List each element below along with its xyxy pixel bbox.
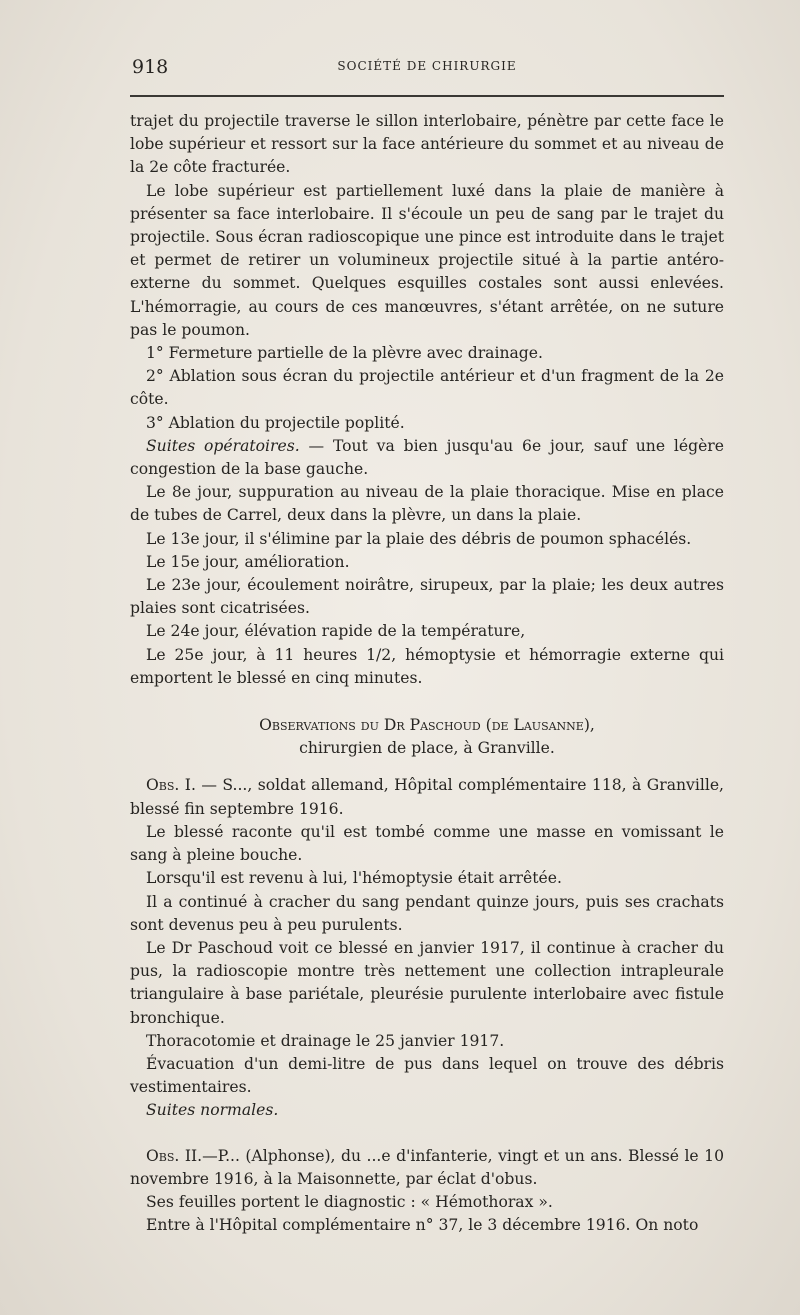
paragraph: Le 15e jour, amélioration. (146, 552, 350, 571)
paragraph: Le 8e jour, suppuration au niveau de la plaie thoracique. Mise en place de tubes de Carrel, deux dans la plèvre, un dans la plaie. (130, 483, 724, 525)
paragraph: Le 13e jour, il s'élimine par la plaie des débris de poumon sphacélés. (146, 529, 692, 548)
obs-text: — S..., soldat allemand, Hôpital complémentaire 118, à Granville, blessé fin septembre 1916. (130, 776, 725, 818)
paragraph: Le Dr Paschoud voit ce blessé en janvier 1917, il continue à cracher du pus, la radioscopie montre très nettement une collection intrapleurale triangulaire à base pariétale, pleurésie purulente interlobaire avec fistule bronchique. (130, 938, 724, 1027)
paragraph: Suites normales. (146, 1101, 279, 1120)
header-rule (130, 95, 724, 97)
list-item: 1° Fermeture partielle de la plèvre avec drainage. (146, 344, 543, 363)
running-title: SOCIÉTÉ DE CHIRURGIE (337, 59, 517, 73)
paragraph: Entre à l'Hôpital complémentaire n° 37, le 3 décembre 1916. On noto (146, 1216, 699, 1235)
obs-label: Obs. I. (146, 776, 196, 795)
list-item: 3° Ablation du projectile poplité. (146, 413, 405, 432)
suites-text: — Tout va bien jusqu'au 6e jour, sauf une légère congestion de la base gauche. (130, 436, 724, 479)
heading-line: chirurgien de place, à Granville. (299, 739, 555, 758)
page-header (130, 56, 724, 82)
section-heading (130, 714, 724, 760)
paragraph: Le blessé raconte qu'il est tombé comme une masse en vomissant le sang à pleine bouche. (130, 822, 724, 865)
paragraph: Lorsqu'il est revenu à lui, l'hémoptysie était arrêtée. (146, 869, 562, 888)
obs-text: —P... (Alphonse), du ...e d'infanterie, vingt et un ans. Blessé le 10 novembre 1916, à la Maisonnette, par éclat d'obus. (130, 1146, 724, 1188)
paragraph (130, 1145, 724, 1191)
paragraph: Évacuation d'un demi-litre de pus dans lequel on trouve des débris vestimentaires. (130, 1054, 724, 1097)
heading-line: Observations du Dr Paschoud (de Lausanne), (259, 716, 595, 735)
list-item: 2° Ablation sous écran du projectile antérieur et d'un fragment de la 2e côte. (130, 367, 724, 409)
page-number: 918 (132, 56, 169, 78)
body-text (130, 110, 724, 1237)
paragraph: Il a continué à cracher du sang pendant quinze jours, puis ses crachats sont devenus peu à peu purulents. (130, 892, 724, 934)
obs-label: Obs. II. (146, 1146, 203, 1165)
paragraph: Le 25e jour, à 11 heures 1/2, hémoptysie et hémorragie externe qui emportent le blessé en cinq minutes. (130, 645, 724, 687)
paragraph: Thoracotomie et drainage le 25 janvier 1917. (146, 1031, 505, 1050)
paragraph: trajet du projectile traverse le sillon interlobaire, pénètre par cette face le lobe supérieur et ressort sur la face antérieure du sommet et au niveau de la 2e côte fracturée. (130, 112, 724, 177)
paragraph: Ses feuilles portent le diagnostic : « Hémothorax ». (146, 1192, 553, 1211)
paragraph: Le lobe supérieur est partiellement luxé dans la plaie de manière à présenter sa face interlobaire. Il s'écoule un peu de sang par le trajet du projectile. Sous écran radioscopique une pince est introduite dans le trajet et permet de retirer un volumineux projectile situé à la partie antéro-externe du sommet. Quelques esquilles costales sont aussi enlevées. L'hémorragie, au cours de ces manœuvres, s'étant arrêtée, on ne suture pas le poumon. (130, 181, 724, 339)
paragraph (130, 774, 724, 820)
suites-label: Suites opératoires. (146, 436, 300, 455)
paragraph (130, 435, 724, 481)
paragraph: Le 24e jour, élévation rapide de la température, (146, 622, 526, 641)
paragraph: Le 23e jour, écoulement noirâtre, sirupeux, par la plaie; les deux autres plaies sont cicatrisées. (130, 576, 724, 618)
